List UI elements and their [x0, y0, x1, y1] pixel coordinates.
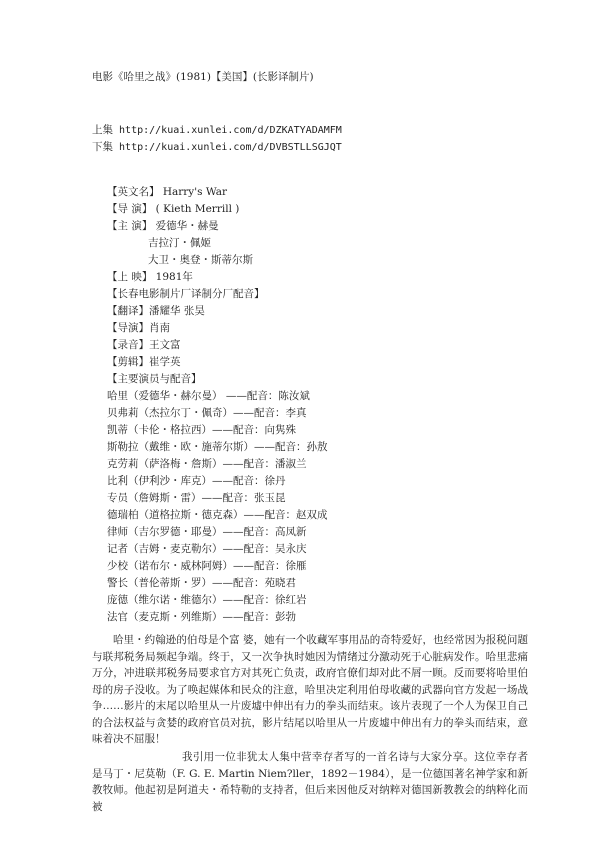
info-dub-director: 【导演】肖南 [107, 322, 170, 334]
cast-line: 庞德（维尔诺・维德尔）——配音：徐红岩 [107, 594, 307, 606]
download-part2-link[interactable]: http://kuai.xunlei.com/d/DVBSTLLSGJQT [119, 142, 342, 153]
info-editor: 【剪辑】崔学英 [107, 356, 181, 368]
download-part1 [92, 123, 342, 138]
poem-intro-paragraph: 我引用一位非犹太人集中营幸存者写的一首名诗与大家分享。这位幸存者是马丁・尼莫勒（F. G. E. Martin Niem?ller，1892－1984），是一位德国著名神学家和新教牧师。他起初是阿道夫・希特勒的支持者，但后来因他反对纳粹对德国新教教会的纳粹化而被 [92, 751, 528, 813]
info-stars-3: 大卫・奥登・斯蒂尔斯 [148, 254, 253, 266]
info-director: 【导 演】 ( Kieth Merrill ) [107, 203, 240, 215]
download-part2-label: 下集 [92, 141, 113, 153]
info-cast-header: 【主要演员与配音】 [107, 373, 202, 385]
page-title: 电影《哈里之战》(1981)【美国】(长影译制片) [92, 71, 314, 83]
download-part1-label: 上集 [92, 124, 113, 136]
cast-line: 哈里（爱德华・赫尔曼） ——配音：陈汝斌 [107, 390, 310, 402]
cast-line: 比利（伊利沙・库克）——配音：徐丹 [107, 475, 286, 487]
cast-line: 专员（詹姆斯・雷）——配音：张玉昆 [107, 492, 286, 504]
cast-line: 贝弗莉（杰拉尔丁・佩奇）——配音：李真 [107, 407, 307, 419]
cast-line: 记者（吉姆・麦克勒尔）——配音：吴永庆 [107, 543, 307, 555]
download-part1-link[interactable]: http://kuai.xunlei.com/d/DZKATYADAMFM [119, 125, 342, 136]
cast-line: 律师（吉尔罗德・耶曼）——配音：高凤新 [107, 526, 307, 538]
cast-line: 德瑞柏（道格拉斯・德克森）——配音：赵双成 [107, 509, 328, 521]
info-release: 【上 映】 1981年 [107, 271, 193, 283]
info-sound: 【录音】王文富 [107, 339, 181, 351]
synopsis-paragraph: 哈里・约翰逊的伯母是个富 婆，她有一个收藏军事用品的奇特爱好，也经常因为报税问题与联邦税务局频起争端。终于，又一次争执时她因为情绪过分激动死于心脏病发作。哈里悲痛万分，冲进联邦税务局要求官方对其死亡负责，政府官僚们却对此不屑一顾。反而要将哈里伯母的房子没收。为了唤起媒体和民众的注意，哈里决定利用伯母收藏的武器向官方发起一场战争……影片的末尾以哈里从一片废墟中伸出有力的拳头而结束。该片表现了一个人为保卫自己的合法权益与贪婪的政府官员对抗，影片结尾以哈里从一片废墟中伸出有力的拳头而结束，意味着决不屈服！ [92, 634, 528, 745]
info-stars-2: 吉拉汀・佩姬 [148, 237, 211, 249]
cast-line: 凯蒂（卡伦・格拉西）——配音：向隽殊 [107, 424, 296, 436]
cast-line: 少校（诺布尔・威林阿姆）——配音：徐雁 [107, 560, 307, 572]
info-studio: 【长春电影制片厂译制分厂配音】 [107, 288, 265, 300]
info-stars: 【主 演】 爱德华・赫曼 [107, 220, 219, 232]
download-part2 [92, 140, 342, 155]
cast-line: 克劳莉（萨洛梅・詹斯）——配音：潘淑兰 [107, 458, 307, 470]
info-english-title: 【英文名】 Harry's War [107, 186, 227, 198]
cast-line: 法官（麦克斯・列维斯）——配音：彭勃 [107, 611, 296, 623]
cast-line: 警长（普伦蒂斯・罗）——配音：苑晓君 [107, 577, 296, 589]
info-translator: 【翻译】潘耀华 张昊 [107, 305, 205, 317]
cast-line: 斯勒拉（戴维・欧・施蒂尔斯）——配音：孙敖 [107, 441, 328, 453]
